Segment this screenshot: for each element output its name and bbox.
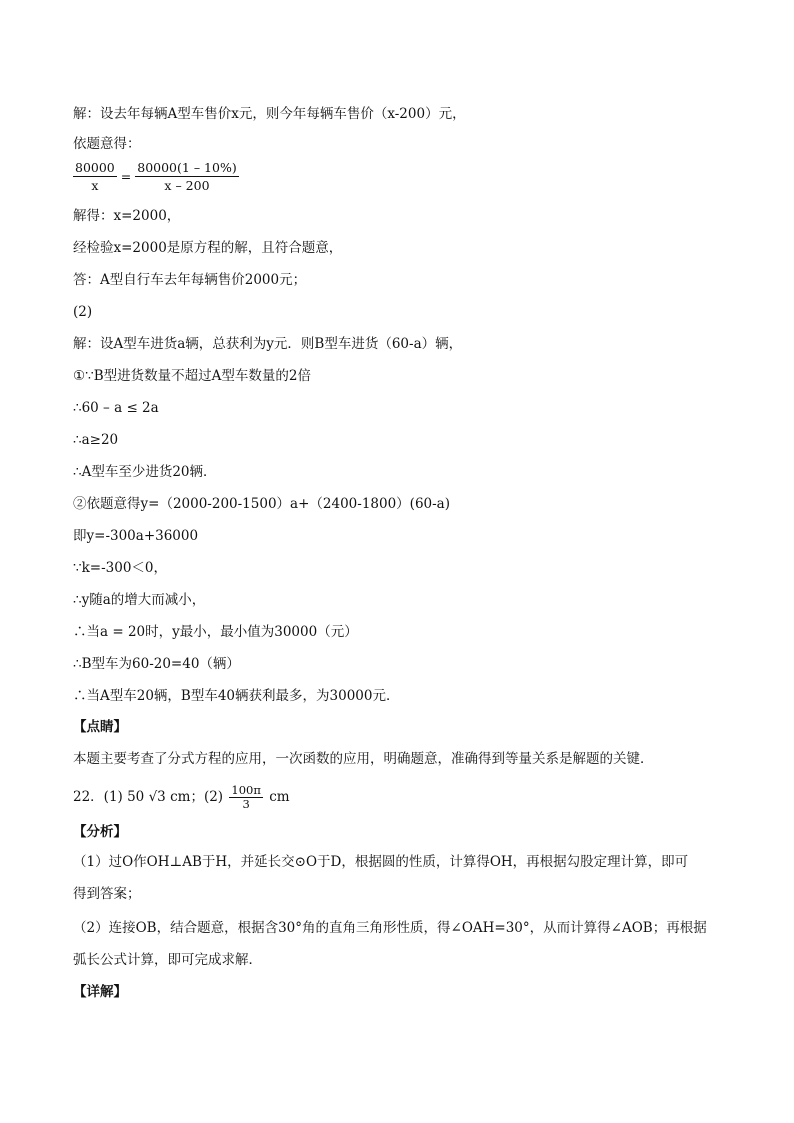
text-line: 依题意得：	[73, 136, 141, 152]
text-line: ∴y随a的增大而减小，	[73, 592, 206, 608]
text-line: ∴B型车为60-20=40（辆）	[73, 656, 240, 672]
text-line: 解得：x=2000，	[73, 208, 181, 224]
text-line: （2）连接OB，结合题意，根据含30°角的直角三角形性质，得∠OAH=30°，从而计算得∠AOB；再根据	[73, 920, 707, 936]
text-line: ∴当a = 20时，y最小，最小值为30000（元）	[73, 624, 358, 640]
section-heading: 【详解】	[73, 984, 127, 1000]
text-line: 得到答案；	[73, 886, 141, 902]
text-line: 本题主要考查了分式方程的应用，一次函数的应用，明确题意，准确得到等量关系是解题的关键．	[73, 751, 654, 767]
section-heading: 【点睛】	[73, 719, 127, 735]
text-line: ①∵B型进货数量不超过A型车数量的2倍	[73, 368, 311, 384]
text-line: 解：设A型车进货a辆，总获利为y元．则B型车进货（60-a）辆，	[73, 336, 463, 352]
fraction-equation	[73, 160, 239, 193]
left-denominator: x	[91, 178, 99, 193]
text-line: ∴a≥20	[73, 432, 119, 448]
sqrt-three: √3	[148, 789, 166, 805]
answer-part: cm；(2)	[170, 789, 224, 805]
text-line: 经检验x=2000是原方程的解，且符合题意，	[73, 240, 343, 256]
text-line: (2)	[73, 304, 93, 320]
answer-part: cm	[269, 789, 290, 805]
text-line: ∵k=-300＜0，	[73, 560, 167, 576]
text-line: ∴当A型车20辆，B型车40辆获利最多，为30000元．	[73, 688, 400, 704]
arc-numerator: 100π	[231, 783, 261, 797]
right-denominator: x – 200	[164, 178, 210, 193]
text-line: 即y=-300a+36000	[73, 528, 199, 544]
left-numerator: 80000	[75, 160, 115, 175]
arc-denominator: 3	[242, 797, 250, 811]
answer-part: 22．(1) 50	[73, 789, 145, 805]
left-fraction	[73, 160, 117, 193]
section-heading: 【分析】	[73, 824, 127, 840]
arc-length-fraction	[229, 784, 263, 811]
text-line: 解：设去年每辆A型车售价x元，则今年每辆车售价（x-200）元，	[73, 106, 466, 122]
text-line: ∴A型车至少进货20辆．	[73, 464, 217, 480]
text-line: （1）过O作OH⊥AB于H，并延长交⊙O于D，根据圆的性质，计算得OH，再根据勾股定理计算，即可	[73, 854, 689, 870]
right-fraction	[135, 160, 238, 193]
answer-line	[73, 784, 290, 811]
text-line: 弧长公式计算，即可完成求解．	[73, 952, 262, 968]
text-line: ②依题意得y=（2000-200-1500）a+（2400-1800）(60-a)	[73, 496, 450, 512]
text-line: ∴60 – a ≤ 2a	[73, 400, 159, 416]
right-numerator: 80000(1 – 10%)	[137, 160, 237, 175]
text-line: 答：A型自行车去年每辆售价2000元；	[73, 272, 307, 288]
equals-sign: =	[120, 169, 132, 184]
